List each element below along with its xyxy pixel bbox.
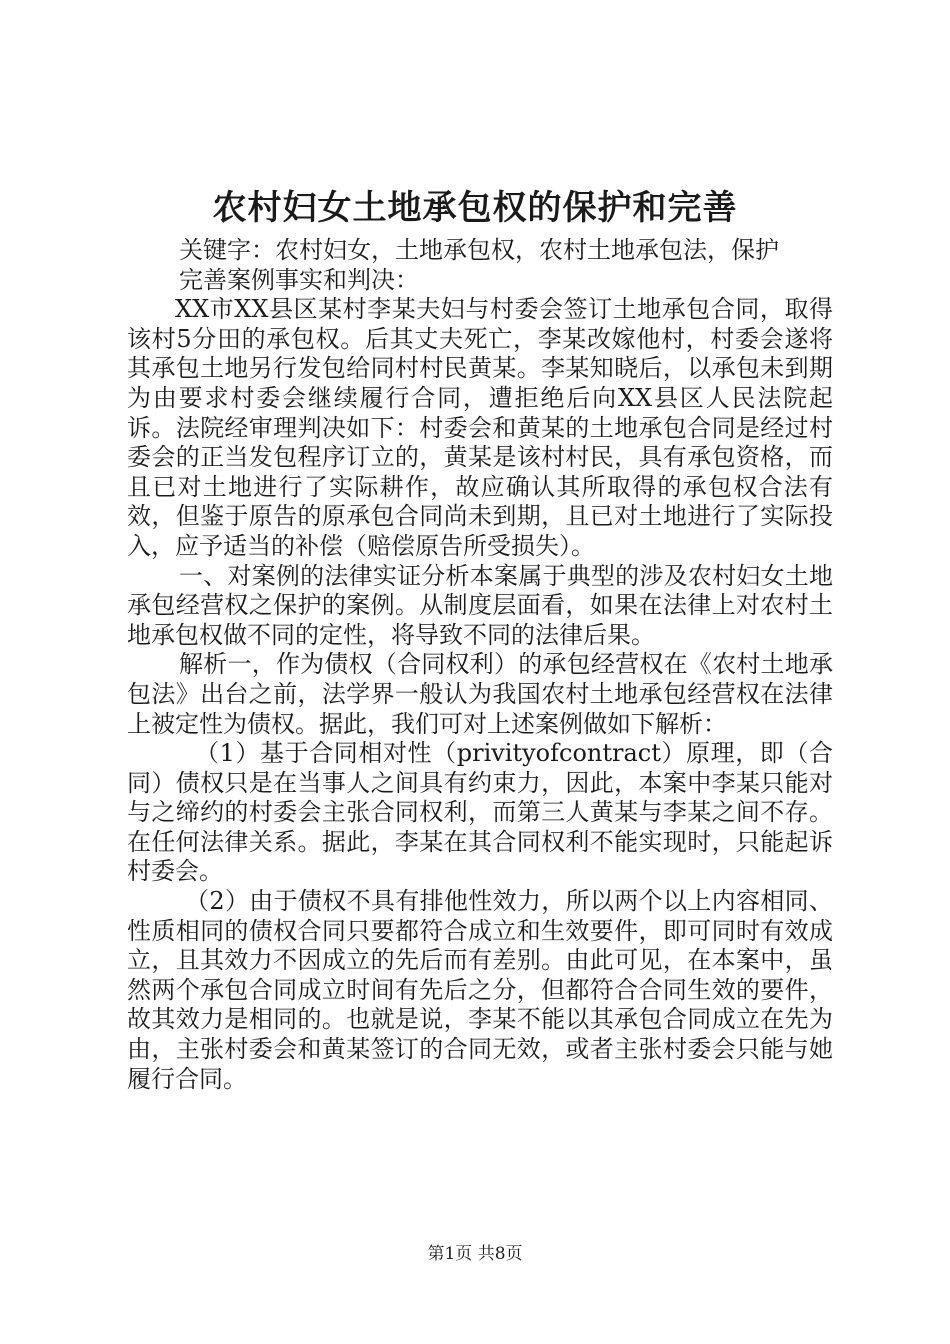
paragraph-point-two: （2）由于债权不具有排他性效力，所以两个以上内容相同、性质相同的债权合同只要都符合成立和生效要件，即可同时有效成立，且其效力不因成立的先后而有差别。由此可见，在本案中，虽然两个承包合同成立时间有先后之分，但都符合合同生效的要件，故其效力是相同的。也就是说，李某不能以其承包合同成立在先为由，主张村委会和黄某签订的合同无效，或者主张村委会只能与她履行合同。 (127, 887, 833, 1093)
page-number-footer: 第1页 共8页 (427, 1244, 523, 1264)
paragraph-analysis-intro: 一、对案例的法律实证分析本案属于典型的涉及农村妇女土地承包经营权之保护的案例。从制度层面看，如果在法律上对农村土地承包权做不同的定性，将导致不同的法律后果。 (127, 561, 833, 649)
paragraph-case-facts: XX市XX县区某村李某夫妇与村委会签订土地承包合同，取得该村5分田的承包权。后其丈夫死亡，李某改嫁他村，村委会遂将其承包土地另行发包给同村村民黄某。李某知晓后，以承包未到期为由要求村委会继续履行合同，遭拒绝后向XX县区人民法院起诉。法院经审理判决如下：村委会和黄某的土地承包合同是经过村委会的正当发包程序订立的，黄某是该村村民，具有承包资格，而且已对土地进行了实际耕作，故应确认其所取得的承包权合法有效，但鉴于原告的原承包合同尚未到期，且已对土地进行了实际投入，应予适当的补偿（赔偿原告所受损失）。 (127, 295, 833, 560)
document-title: 农村妇女土地承包权的保护和完善 (212, 188, 738, 228)
keywords-line: 关键字：农村妇女，土地承包权，农村土地承包法，保护 (179, 236, 779, 264)
case-heading-line: 完善案例事实和判决： (179, 265, 419, 294)
paragraph-analysis-one: 解析一，作为债权（合同权利）的承包经营权在《农村土地承包法》出台之前，法学界一般认为我国农村土地承包经营权在法律上被定性为债权。据此，我们可对上述案例做如下解析： (127, 650, 833, 738)
paragraph-point-one: （1）基于合同相对性（privityofcontract）原理，即（合同）债权只是在当事人之间具有约束力，因此，本案中李某只能对与之缔约的村委会主张合同权利，而第三人黄某与李某之间不存。在任何法律关系。据此，李某在其合同权利不能实现时，只能起诉村委会。 (127, 739, 833, 886)
document-body (127, 236, 833, 1094)
